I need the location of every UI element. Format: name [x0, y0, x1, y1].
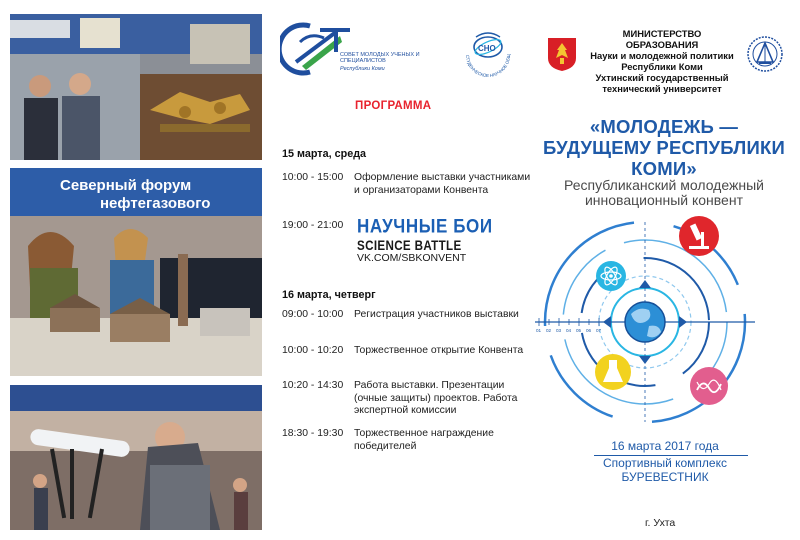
microscope-icon	[679, 216, 719, 256]
ministry-line-2: Науки и молодежной политики	[590, 50, 734, 61]
event-subtitle-line-2: инновационный конвент	[584, 192, 743, 208]
event-title: «МОЛОДЕЖЬ — БУДУЩЕМУ РЕСПУБЛИКИ КОМИ»	[543, 116, 785, 179]
schedule-time: 10:00 - 15:00	[282, 172, 344, 183]
scale-label: 04	[566, 328, 572, 333]
atom-icon	[596, 261, 626, 291]
ministry-line-3: Республики Коми	[621, 61, 703, 72]
sno-ring-text: СТУДЕНЧЕСКОЕ НАУЧНОЕ ОБЩ	[464, 53, 512, 79]
flask-icon	[595, 354, 631, 390]
schedule-desc: Торжественное награждение победителей	[354, 428, 494, 452]
exhibition-photo-telescope	[10, 385, 262, 530]
science-battle-ru: НАУЧНЫЕ БОИ	[357, 215, 493, 237]
scale-label: 06	[586, 328, 592, 333]
schedule-desc: Регистрация участников выставки	[354, 309, 519, 320]
scale-label: 01	[536, 328, 542, 333]
council-line-2: СПЕЦИАЛИСТОВ	[340, 58, 386, 64]
komi-coat-of-arms-icon	[546, 36, 578, 72]
council-line-3: Республики Коми	[340, 66, 385, 72]
scale-label: 07	[596, 328, 602, 333]
schedule-time: 10:00 - 10:20	[282, 345, 344, 356]
dna-icon	[690, 367, 728, 405]
schedule-desc: Оформление выставки участниками и организаторами Конвента	[354, 172, 531, 196]
ministry-line-1: МИНИСТЕРСТВО ОБРАЗОВАНИЯ	[622, 28, 702, 50]
event-city: г. Ухта	[645, 517, 676, 529]
schedule-time: 10:20 - 14:30	[282, 380, 344, 391]
schedule-time: 09:00 - 10:00	[282, 309, 344, 320]
ministry-line-4: Ухтинский государственный	[595, 72, 729, 83]
schedule-time: 19:00 - 21:00	[282, 220, 344, 231]
globe-icon	[625, 302, 665, 342]
event-subtitle-line-1: Республиканский молодежный	[564, 177, 764, 193]
venue-line-2: БУРЕВЕСТНИК	[621, 469, 709, 484]
university-logo	[745, 34, 785, 74]
ministry-line-5: технический университет	[602, 83, 722, 94]
vk-link[interactable]: VK.COM/SBKONVENT	[357, 252, 467, 264]
banner-text-1: Северный форум	[60, 177, 192, 194]
day-1-title: 15 марта, среда	[282, 148, 367, 160]
council-line-1: СОВЕТ МОЛОДЫХ УЧЕНЫХ И	[340, 52, 420, 58]
ministry-block	[586, 28, 738, 94]
venue-line-1: Спортивный комплекс	[603, 456, 727, 470]
scale-label: 03	[556, 328, 562, 333]
program-title: ПРОГРАММА	[355, 100, 432, 112]
innovation-diagram	[535, 202, 795, 434]
photo-column	[0, 0, 262, 540]
student-society-logo	[458, 25, 518, 81]
event-venue	[560, 457, 770, 484]
schedule-desc: Работа выставки. Презентации (очные защиты) проектов. Работа экспертной комиссии	[354, 380, 518, 417]
schedule-time: 18:30 - 19:30	[282, 428, 344, 439]
schedule-desc: Торжественное открытие Конвента	[354, 345, 524, 356]
scale-label: 05	[576, 328, 582, 333]
exhibition-photo-models	[10, 168, 262, 376]
event-date: 16 марта 2017 года	[611, 439, 719, 453]
science-battle-logo	[357, 215, 493, 253]
sno-letters: СНО	[478, 44, 496, 53]
day-2-title: 16 марта, четверг	[282, 289, 376, 301]
science-battle-en: SCIENCE BATTLE	[357, 238, 462, 253]
exhibition-photo-robot	[10, 14, 262, 160]
council-logo-text	[340, 52, 420, 72]
scale-label: 02	[546, 328, 552, 333]
banner-text-2: нефтегазового	[100, 195, 211, 212]
